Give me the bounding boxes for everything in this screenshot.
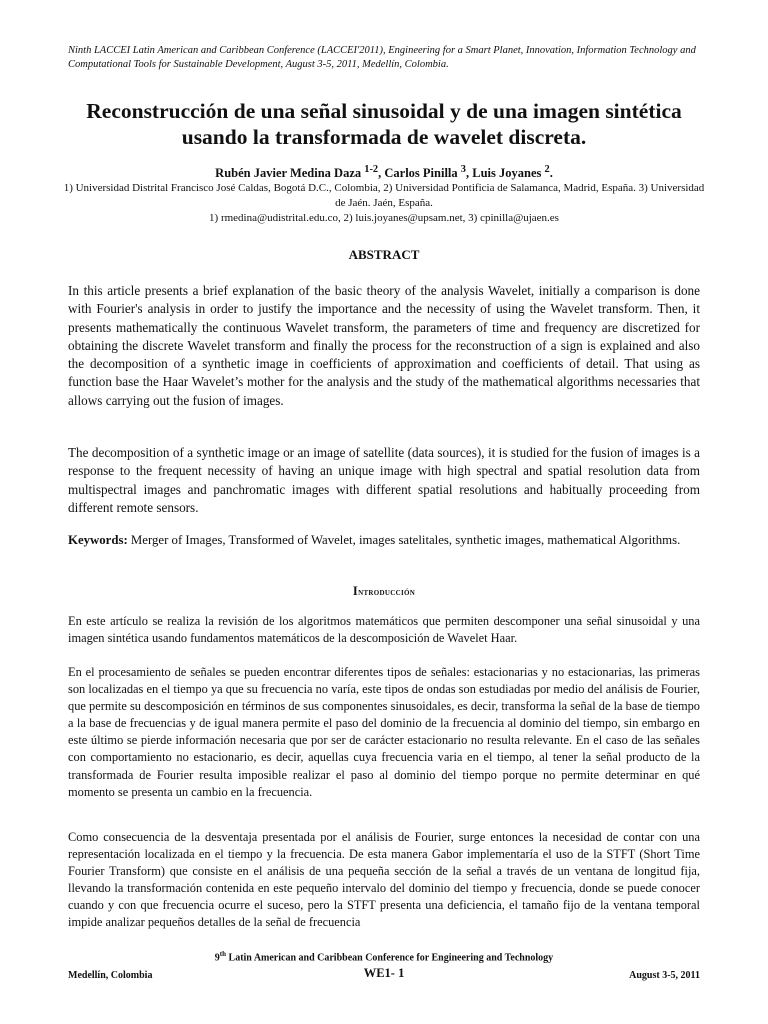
author-separator: . xyxy=(549,166,553,181)
author-separator: , xyxy=(465,166,473,181)
footer-conference xyxy=(60,950,708,963)
conference-header: Ninth LACCEI Latin American and Caribbean Conference (LACCEI'2011), Engineering for a Smart Planet, Innovation, Information Technology and Computational Tools for Sustainable Development, August 3-5, 2011, Medellín, Colombia. xyxy=(68,45,696,70)
author-name: Rubén Javier Medina Daza xyxy=(215,166,362,181)
footer-conference-ordinal: 9 xyxy=(214,952,220,964)
introduction-heading-rest: ntroducción xyxy=(358,587,416,598)
introduction-heading xyxy=(60,584,708,599)
intro-paragraph-1: En este artículo se realiza la revisión de los algoritmos matemáticos que permiten descomponer una señal sinusoidal y una imagen sintética usando fundamentos matemáticos de la descomposición de Wavelet Haar. xyxy=(68,614,700,646)
author-line xyxy=(60,164,708,181)
footer-conference-ordinal-suffix: th xyxy=(219,950,227,958)
author-affiliation-mark: 3 xyxy=(460,164,466,175)
keywords-paragraph xyxy=(68,532,700,550)
author-affiliation-mark: 1-2 xyxy=(364,164,379,175)
footer-page-number: WE1- 1 xyxy=(363,966,405,980)
abstract-paragraph-2: The decomposition of a synthetic image or an image of satellite (data sources), it is studied for the fusion of images is a response to the frequent necessity of having an unique image with high spectral and spatial resolution data from multispectral images and panchromatic images with different spatial resolutions and habitually proceeding from different remote sensors. xyxy=(68,445,700,515)
affiliation-emails: 1) rmedina@udistrital.edu.co, 2) luis.joyanes@upsam.net, 3) cpinilla@ujaen.es xyxy=(209,212,559,224)
intro-paragraph-3: Como consecuencia de la desventaja presentada por el análisis de Fourier, surge entonces la necesidad de contar con una representación localizada en el tiempo y la frecuencia. De esta manera Gabor implementaría el uso de la STFT (Short Time Fourier Transform) que consiste en el análisis de una pequeña sección de la señal a través de un ventana de longitud fija, llevando la transformación contenida en este pequeño intervalo del dominio del tiempo y frecuencia, donde se puede conocer cuando y con que frecuencia ocurre el suceso, pero la STFT presenta una deficiencia, el tamaño fijo de la ventana temporal impide analizar pequeños detalles de la señal de frecuencia xyxy=(68,830,700,930)
abstract-heading: ABSTRACT xyxy=(348,247,420,262)
author-affiliation-mark: 2 xyxy=(544,164,550,175)
affiliation-institutions: 1) Universidad Distrital Francisco José Caldas, Bogotá D.C., Colombia, 2) Universidad Pontificia de Salamanca, Madrid, España. 3) Universidad de Jaén. Jaén, España. xyxy=(63,182,705,209)
author-separator: , xyxy=(378,166,385,181)
keywords-label: Keywords: xyxy=(68,533,128,547)
keywords-text: Merger of Images, Transformed of Wavelet, images satelitales, synthetic images, mathematical Algorithms. xyxy=(130,533,681,547)
footer-date: August 3-5, 2011 xyxy=(629,970,700,981)
affiliations xyxy=(60,181,708,226)
footer-conference-name: Latin American and Caribbean Conference for Engineering and Technology xyxy=(226,952,554,964)
intro-paragraph-2: En el procesamiento de señales se pueden encontrar diferentes tipos de señales: estacionarias y no estacionarias, las primeras son localizadas en el tiempo ya que su frecuencia no varía, este tipos de ondas son estudiadas por medio del análisis de Fourier, que permite su descomposición en términos de sus componentes sinusoidales, es decir, transforma la señal de la base de tiempo a la base de frecuencias y de igual manera permite el paso del dominio de la frecuencia al dominio del tiempo, sin embargo en este último se pierde información necesaria que por ser de carácter estacionario no resulta relevante. En el caso de las señales con comportamiento no estacionario, es decir, aquellas cuya frecuencia varia en el tiempo, al tener la señal producto de la transformada de Fourier resulta imposible realizar el paso al dominio del tiempo porque no permite determinar en qué momento se presenta un cambio en la frecuencia. xyxy=(68,665,700,799)
paper-title: Reconstrucción de una señal sinusoidal y de una imagen sintética usando la transformada de wavelet discreta. xyxy=(86,99,682,149)
author-name: Carlos Pinilla xyxy=(384,166,458,181)
introduction-heading-initial: I xyxy=(352,584,359,598)
abstract-paragraph-1: In this article presents a brief explanation of the basic theory of the analysis Wavelet, initially a comparison is done with Fourier's analysis in order to justify the importance and the necessity of using the Wavelet transform. Then, it presents mathematically the continuous Wavelet transform, the parameters of time and frequency are discretized for obtaining the discrete Wavelet transform and finally the process for the reconstruction of a sign is explained and also the decomposition of a synthetic image in coefficients of approximation and coefficients of detail. That using as function base the Haar Wavelet’s mother for the analysis and the study of the mathematical algorithms necessaries that allows carrying out the fusion of images. xyxy=(68,283,700,408)
footer-location: Medellín, Colombia xyxy=(68,970,153,981)
author-name: Luis Joyanes xyxy=(472,166,542,181)
